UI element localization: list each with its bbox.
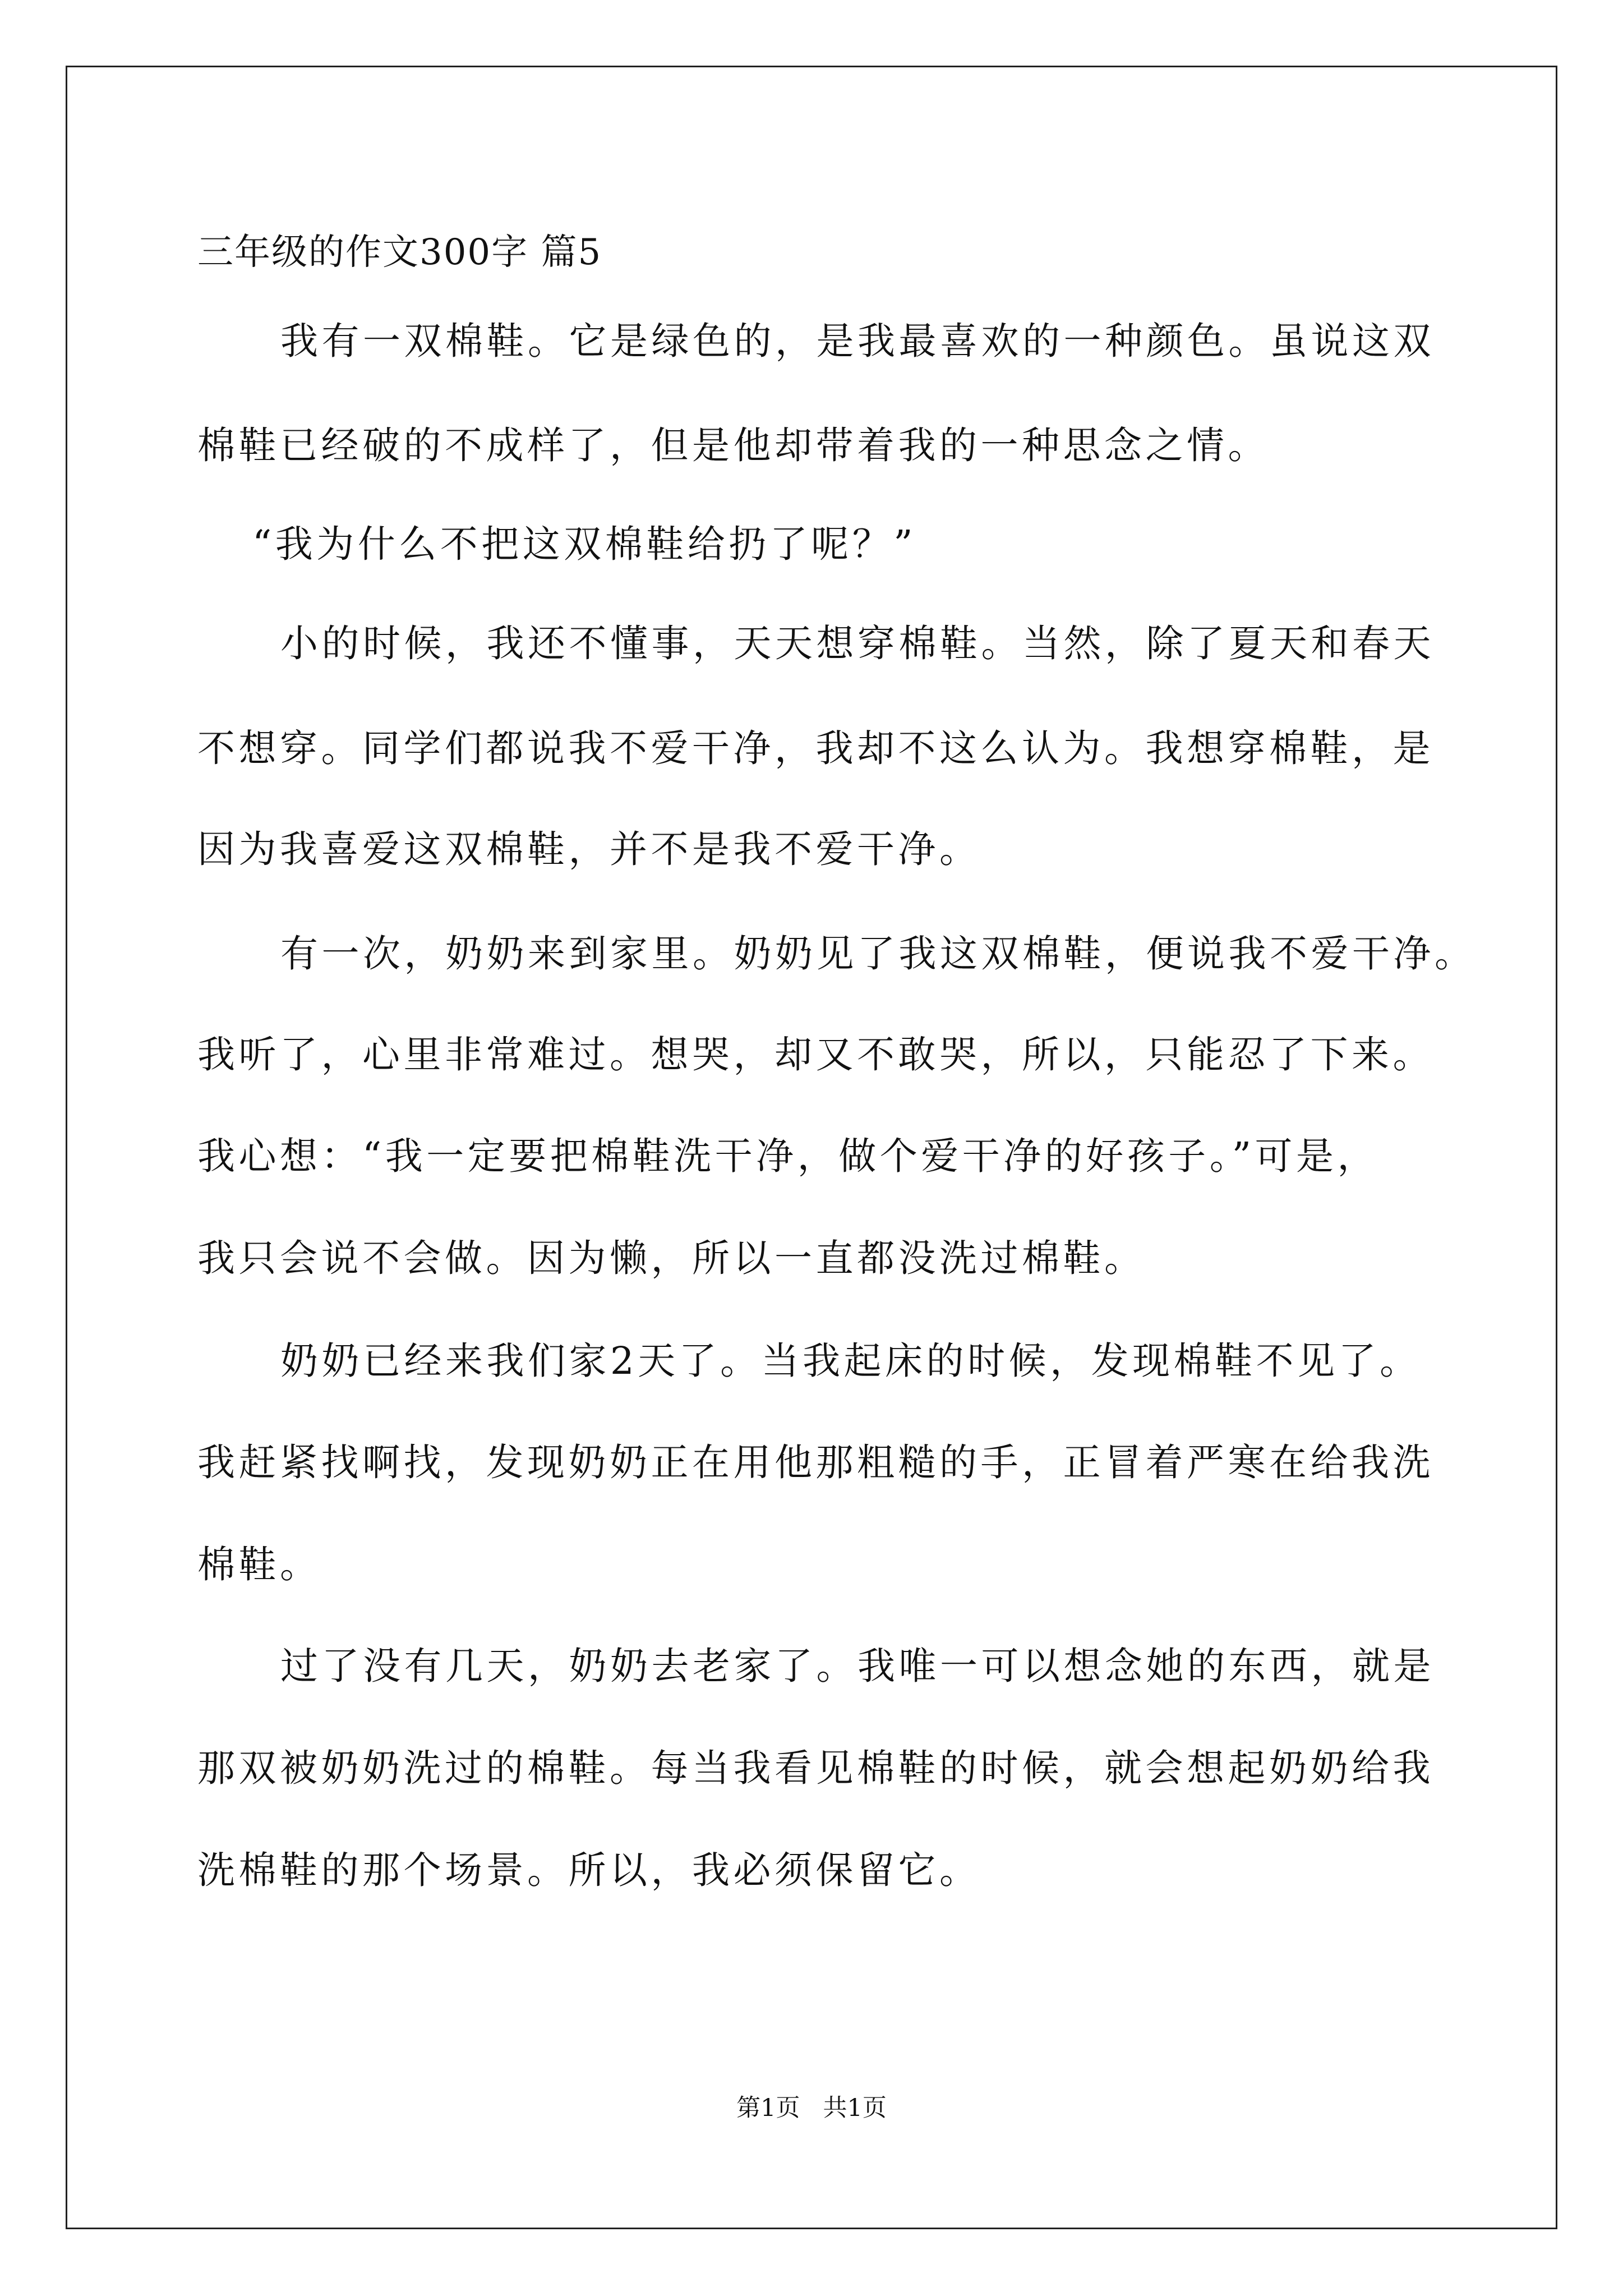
paragraph-line: 我只会说不会做。因为懒，所以一直都没洗过棉鞋。 [197,1236,1146,1280]
paragraph-line: 我有一双棉鞋。它是绿色的，是我最喜欢的一种颜色。虽说这双 [280,319,1435,363]
document-title: 三年级的作文300字 篇5 [197,232,602,273]
paragraph-line: “我为什么不把这双棉鞋给扔了呢？” [252,522,917,566]
paragraph-line: 棉鞋。 [197,1543,321,1586]
paragraph-line: 过了没有几天，奶奶去老家了。我唯一可以想念她的东西，就是 [280,1644,1435,1688]
paragraph-line: 不想穿。同学们都说我不爱干净，我却不这么认为。我想穿棉鞋，是 [197,726,1434,770]
paragraph-line: 我心想：“我一定要把棉鞋洗干净，做个爱干净的好孩子。”可是， [197,1134,1379,1178]
paragraph-line: 我听了，心里非常难过。想哭，却又不敢哭，所以，只能忍了下来。 [197,1033,1434,1076]
paragraph-line: 棉鞋已经破的不成样了，但是他却带着我的一种思念之情。 [197,424,1269,467]
paragraph-line: 小的时候，我还不懂事，天天想穿棉鞋。当然，除了夏天和春天 [280,622,1435,665]
paragraph-line: 有一次，奶奶来到家里。奶奶见了我这双棉鞋，便说我不爱干净。 [280,932,1476,976]
paragraph-line: 因为我喜爱这双棉鞋，并不是我不爱干净。 [197,827,981,871]
paragraph-line: 奶奶已经来我们家2天了。当我起床的时候，发现棉鞋不见了。 [280,1339,1421,1383]
page-number-footer: 第1页 共1页 [736,2094,887,2122]
paragraph-line: 我赶紧找啊找，发现奶奶正在用他那粗糙的手，正冒着严寒在给我洗 [197,1441,1434,1484]
paragraph-line: 那双被奶奶洗过的棉鞋。每当我看见棉鞋的时候，就会想起奶奶给我 [197,1746,1434,1790]
paragraph-line: 洗棉鞋的那个场景。所以，我必须保留它。 [197,1848,981,1892]
